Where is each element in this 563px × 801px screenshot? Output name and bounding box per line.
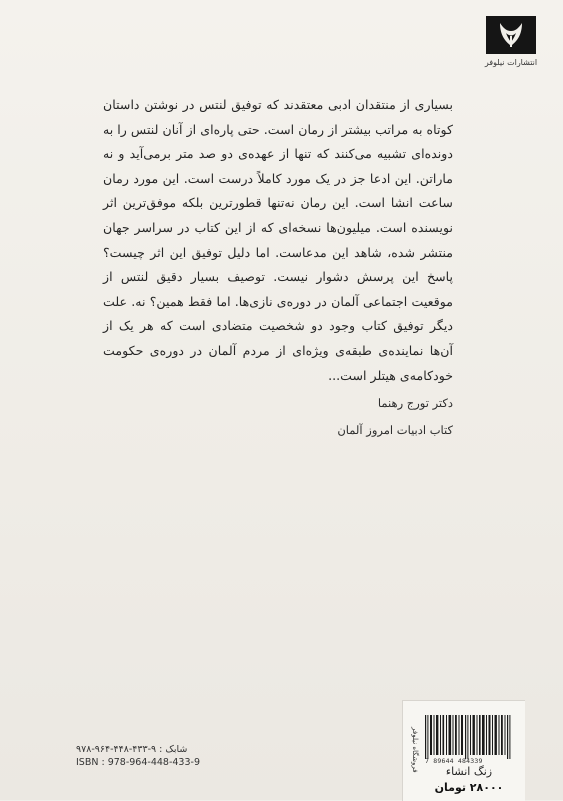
- publisher-name: انتشارات نیلوفر: [484, 58, 538, 67]
- barcode-bars: [423, 715, 515, 759]
- sticker-price: ۲۸۰۰۰ تومان: [434, 781, 504, 794]
- sticker-store-label: فروشگاه نیلوفر: [411, 727, 419, 773]
- isbn-persian: شابک : ۹-۴۳۳-۴۴۸-۹۶۴-۹۷۸: [76, 744, 188, 755]
- isbn-latin: ISBN : 978-964-448-433-9: [76, 757, 200, 768]
- barcode: [423, 715, 515, 759]
- attribution-source: کتاب ادبیات امروز آلمان: [337, 423, 453, 437]
- barcode-number: 7 89644 484339: [425, 757, 483, 765]
- nilufar-flower-logo-icon: [486, 16, 536, 54]
- blurb-attribution: [337, 390, 453, 444]
- publisher-block: [475, 16, 547, 67]
- attribution-author: دکتر تورج رهنما: [377, 396, 453, 410]
- back-cover-blurb: [103, 93, 453, 388]
- price-sticker: [402, 700, 525, 801]
- sticker-book-title: زنگ انشاء: [445, 765, 493, 778]
- blurb-text: بسیاری از منتقدان ادبی معتقدند که توفیق لنتس در نوشتن داستان کوتاه به مراتب بیشتر از رمان است. حتی پاره‌ای از آنان لنتس را به دونده‌ای تشبیه می‌کنند که تنها از عهده‌ی دو صد متر برمی‌آید و نه ماراتن. این ادعا جز در یک مورد کاملاً درست است. این مورد رمان ساعت انشا است. این رمان نه‌تنها قطورترین بلکه موفق‌ترین اثر نویسنده است. میلیون‌ها نسخه‌ای که از این کتاب در سراسر جهان منتشر شده، شاهد این مدعاست. اما دلیل توفیق این اثر چیست؟ پاسخ این پرسش دشوار نیست. توصیف بسیار دقیق لنتس از موقعیت اجتماعی آلمان در دوره‌ی نازی‌ها. اما فقط همین؟ نه. علت دیگر توفیق کتاب وجود دو شخصیت متضادی است که هر یک از آن‌ها نماینده‌ی طبقه‌ی ویژه‌ای از مردم آلمان در دوره‌ی حکومت خودکامه‌ی هیتلر است...: [103, 97, 453, 383]
- isbn-block: [76, 743, 200, 769]
